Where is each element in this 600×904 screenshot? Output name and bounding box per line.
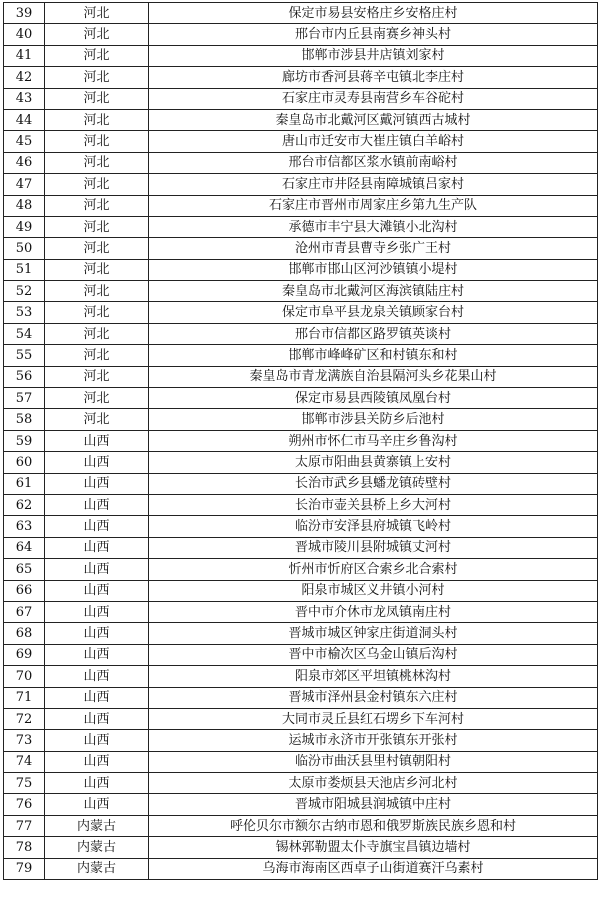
village-name-cell: 邢台市信都区路罗镇英谈村 [149,323,598,344]
village-name-cell: 长治市武乡县蟠龙镇砖壁村 [149,473,598,494]
row-number-cell: 74 [4,751,45,772]
village-name-cell: 太原市娄烦县天池店乡河北村 [149,773,598,794]
row-number-cell: 40 [4,24,45,45]
village-name-cell: 邯郸市涉县关防乡后池村 [149,409,598,430]
table-row [4,559,598,580]
province-cell: 河北 [45,366,149,387]
village-name-cell: 邢台市内丘县南赛乡神头村 [149,24,598,45]
village-name-cell: 邯郸市邯山区河沙镇镇小堤村 [149,259,598,280]
table-row [4,174,598,195]
province-cell: 河北 [45,345,149,366]
row-number-cell: 73 [4,730,45,751]
province-cell: 山西 [45,730,149,751]
row-number-cell: 60 [4,452,45,473]
table-row [4,323,598,344]
row-number-cell: 53 [4,302,45,323]
table-row [4,302,598,323]
village-name-cell: 阳泉市郊区平坦镇桃林沟村 [149,666,598,687]
province-cell: 山西 [45,773,149,794]
village-name-cell: 晋城市泽州县金村镇东六庄村 [149,687,598,708]
province-cell: 山西 [45,687,149,708]
row-number-cell: 48 [4,195,45,216]
province-cell: 河北 [45,323,149,344]
village-name-cell: 临汾市曲沃县里村镇朝阳村 [149,751,598,772]
row-number-cell: 43 [4,88,45,109]
row-number-cell: 62 [4,494,45,515]
village-name-cell: 晋城市城区钟家庄街道洞头村 [149,623,598,644]
row-number-cell: 70 [4,666,45,687]
row-number-cell: 52 [4,281,45,302]
row-number-cell: 50 [4,238,45,259]
village-name-cell: 邢台市信都区浆水镇前南峪村 [149,152,598,173]
province-cell: 山西 [45,751,149,772]
village-name-cell: 临汾市安泽县府城镇飞岭村 [149,516,598,537]
village-name-cell: 石家庄市灵寿县南营乡车谷砣村 [149,88,598,109]
province-cell: 山西 [45,494,149,515]
table-row [4,516,598,537]
row-number-cell: 69 [4,644,45,665]
province-cell: 河北 [45,259,149,280]
row-number-cell: 77 [4,815,45,836]
province-cell: 河北 [45,195,149,216]
province-cell: 河北 [45,302,149,323]
row-number-cell: 67 [4,601,45,622]
village-name-cell: 邯郸市峰峰矿区和村镇东和村 [149,345,598,366]
province-cell: 河北 [45,152,149,173]
row-number-cell: 75 [4,773,45,794]
village-name-cell: 朔州市怀仁市马辛庄乡鲁沟村 [149,430,598,451]
table-row [4,238,598,259]
row-number-cell: 51 [4,259,45,280]
row-number-cell: 65 [4,559,45,580]
table-row [4,216,598,237]
village-name-cell: 呼伦贝尔市额尔古纳市恩和俄罗斯族民族乡恩和村 [149,815,598,836]
row-number-cell: 79 [4,858,45,879]
table-row [4,644,598,665]
province-cell: 山西 [45,452,149,473]
province-cell: 山西 [45,708,149,729]
table-row [4,494,598,515]
province-cell: 山西 [45,623,149,644]
row-number-cell: 56 [4,366,45,387]
table-row [4,409,598,430]
row-number-cell: 49 [4,216,45,237]
table-row [4,195,598,216]
row-number-cell: 64 [4,537,45,558]
province-cell: 河北 [45,388,149,409]
table-row [4,730,598,751]
village-name-cell: 承德市丰宁县大滩镇小北沟村 [149,216,598,237]
province-cell: 山西 [45,601,149,622]
province-cell: 河北 [45,109,149,130]
province-cell: 山西 [45,537,149,558]
province-cell: 河北 [45,174,149,195]
table-row [4,601,598,622]
village-name-cell: 沧州市青县曹寺乡张广王村 [149,238,598,259]
table-row [4,24,598,45]
province-cell: 山西 [45,644,149,665]
village-name-cell: 保定市易县安格庄乡安格庄村 [149,3,598,24]
table-row [4,687,598,708]
province-cell: 河北 [45,88,149,109]
province-cell: 山西 [45,430,149,451]
table-row [4,623,598,644]
table-row [4,67,598,88]
table-body [4,3,598,880]
row-number-cell: 44 [4,109,45,130]
row-number-cell: 46 [4,152,45,173]
village-name-cell: 运城市永济市开张镇东开张村 [149,730,598,751]
table-row [4,88,598,109]
table-row [4,3,598,24]
table-row [4,751,598,772]
village-name-cell: 晋中市介休市龙凤镇南庄村 [149,601,598,622]
village-name-cell: 晋城市陵川县附城镇丈河村 [149,537,598,558]
row-number-cell: 45 [4,131,45,152]
province-cell: 山西 [45,666,149,687]
village-name-cell: 邯郸市涉县井店镇刘家村 [149,45,598,66]
village-name-cell: 石家庄市晋州市周家庄乡第九生产队 [149,195,598,216]
province-cell: 河北 [45,3,149,24]
village-name-cell: 晋城市阳城县润城镇中庄村 [149,794,598,815]
table-row [4,281,598,302]
province-cell: 内蒙古 [45,837,149,858]
village-name-cell: 大同市灵丘县红石塄乡下车河村 [149,708,598,729]
table-row [4,152,598,173]
row-number-cell: 76 [4,794,45,815]
village-name-cell: 秦皇岛市北戴河区海滨镇陆庄村 [149,281,598,302]
province-cell: 内蒙古 [45,858,149,879]
province-cell: 河北 [45,409,149,430]
province-cell: 山西 [45,559,149,580]
table-row [4,473,598,494]
province-cell: 河北 [45,238,149,259]
province-cell: 河北 [45,216,149,237]
table-row [4,259,598,280]
row-number-cell: 57 [4,388,45,409]
table-row [4,388,598,409]
village-name-cell: 乌海市海南区西卓子山街道赛汗乌素村 [149,858,598,879]
row-number-cell: 39 [4,3,45,24]
village-name-cell: 秦皇岛市北戴河区戴河镇西古城村 [149,109,598,130]
village-name-cell: 晋中市榆次区乌金山镇后沟村 [149,644,598,665]
village-name-cell: 阳泉市城区义井镇小河村 [149,580,598,601]
table-row [4,773,598,794]
village-name-cell: 保定市易县西陵镇凤凰台村 [149,388,598,409]
village-name-cell: 廊坊市香河县蒋辛屯镇北李庄村 [149,67,598,88]
row-number-cell: 54 [4,323,45,344]
row-number-cell: 63 [4,516,45,537]
village-name-cell: 忻州市忻府区合索乡北合索村 [149,559,598,580]
row-number-cell: 72 [4,708,45,729]
row-number-cell: 47 [4,174,45,195]
row-number-cell: 66 [4,580,45,601]
village-table [3,2,598,880]
row-number-cell: 42 [4,67,45,88]
table-row [4,345,598,366]
row-number-cell: 61 [4,473,45,494]
table-row [4,815,598,836]
table-row [4,708,598,729]
province-cell: 山西 [45,580,149,601]
village-name-cell: 唐山市迁安市大崔庄镇白羊峪村 [149,131,598,152]
table-row [4,45,598,66]
province-cell: 河北 [45,281,149,302]
table-row [4,666,598,687]
row-number-cell: 58 [4,409,45,430]
province-cell: 河北 [45,131,149,152]
village-name-cell: 锡林郭勒盟太仆寺旗宝昌镇边墙村 [149,837,598,858]
village-name-cell: 保定市阜平县龙泉关镇顾家台村 [149,302,598,323]
province-cell: 山西 [45,473,149,494]
table-row [4,366,598,387]
province-cell: 山西 [45,516,149,537]
table-row [4,109,598,130]
row-number-cell: 68 [4,623,45,644]
table-row [4,794,598,815]
table-row [4,452,598,473]
row-number-cell: 59 [4,430,45,451]
village-name-cell: 太原市阳曲县黄寨镇上安村 [149,452,598,473]
table-row [4,580,598,601]
province-cell: 河北 [45,67,149,88]
row-number-cell: 55 [4,345,45,366]
province-cell: 河北 [45,24,149,45]
table-row [4,131,598,152]
row-number-cell: 41 [4,45,45,66]
table-row [4,430,598,451]
province-cell: 内蒙古 [45,815,149,836]
table-row [4,537,598,558]
row-number-cell: 71 [4,687,45,708]
table-row [4,837,598,858]
village-name-cell: 长治市壶关县桥上乡大河村 [149,494,598,515]
village-name-cell: 石家庄市井陉县南障城镇吕家村 [149,174,598,195]
village-name-cell: 秦皇岛市青龙满族自治县隔河头乡花果山村 [149,366,598,387]
province-cell: 山西 [45,794,149,815]
row-number-cell: 78 [4,837,45,858]
table-row [4,858,598,879]
province-cell: 河北 [45,45,149,66]
